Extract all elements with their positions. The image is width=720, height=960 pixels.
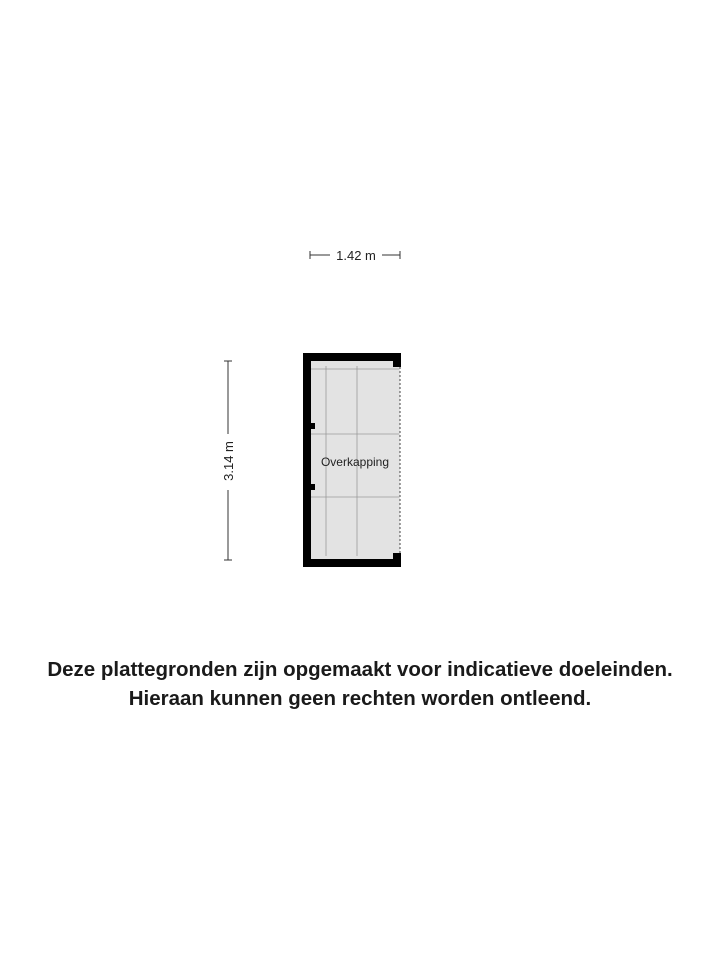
disclaimer-line-1: Deze plattegronden zijn opgemaakt voor indicatieve doeleinden.	[47, 658, 673, 681]
wall-notch	[311, 484, 315, 490]
wall-notch	[311, 423, 315, 429]
post-top-right	[393, 353, 401, 367]
width-dimension	[310, 248, 400, 263]
wall-top	[303, 353, 401, 361]
disclaimer	[0, 655, 720, 713]
width-dimension-label: 1.42 m	[336, 248, 376, 263]
room-label: Overkapping	[320, 455, 390, 469]
disclaimer-line-2: Hieraan kunnen geen rechten worden ontleend.	[128, 687, 592, 710]
height-dimension-label: 3.14 m	[221, 441, 236, 481]
height-dimension	[221, 361, 236, 560]
wall-left	[303, 353, 311, 567]
wall-bottom	[303, 559, 401, 567]
room-overkapping	[303, 353, 401, 567]
post-bottom-right	[393, 553, 401, 567]
